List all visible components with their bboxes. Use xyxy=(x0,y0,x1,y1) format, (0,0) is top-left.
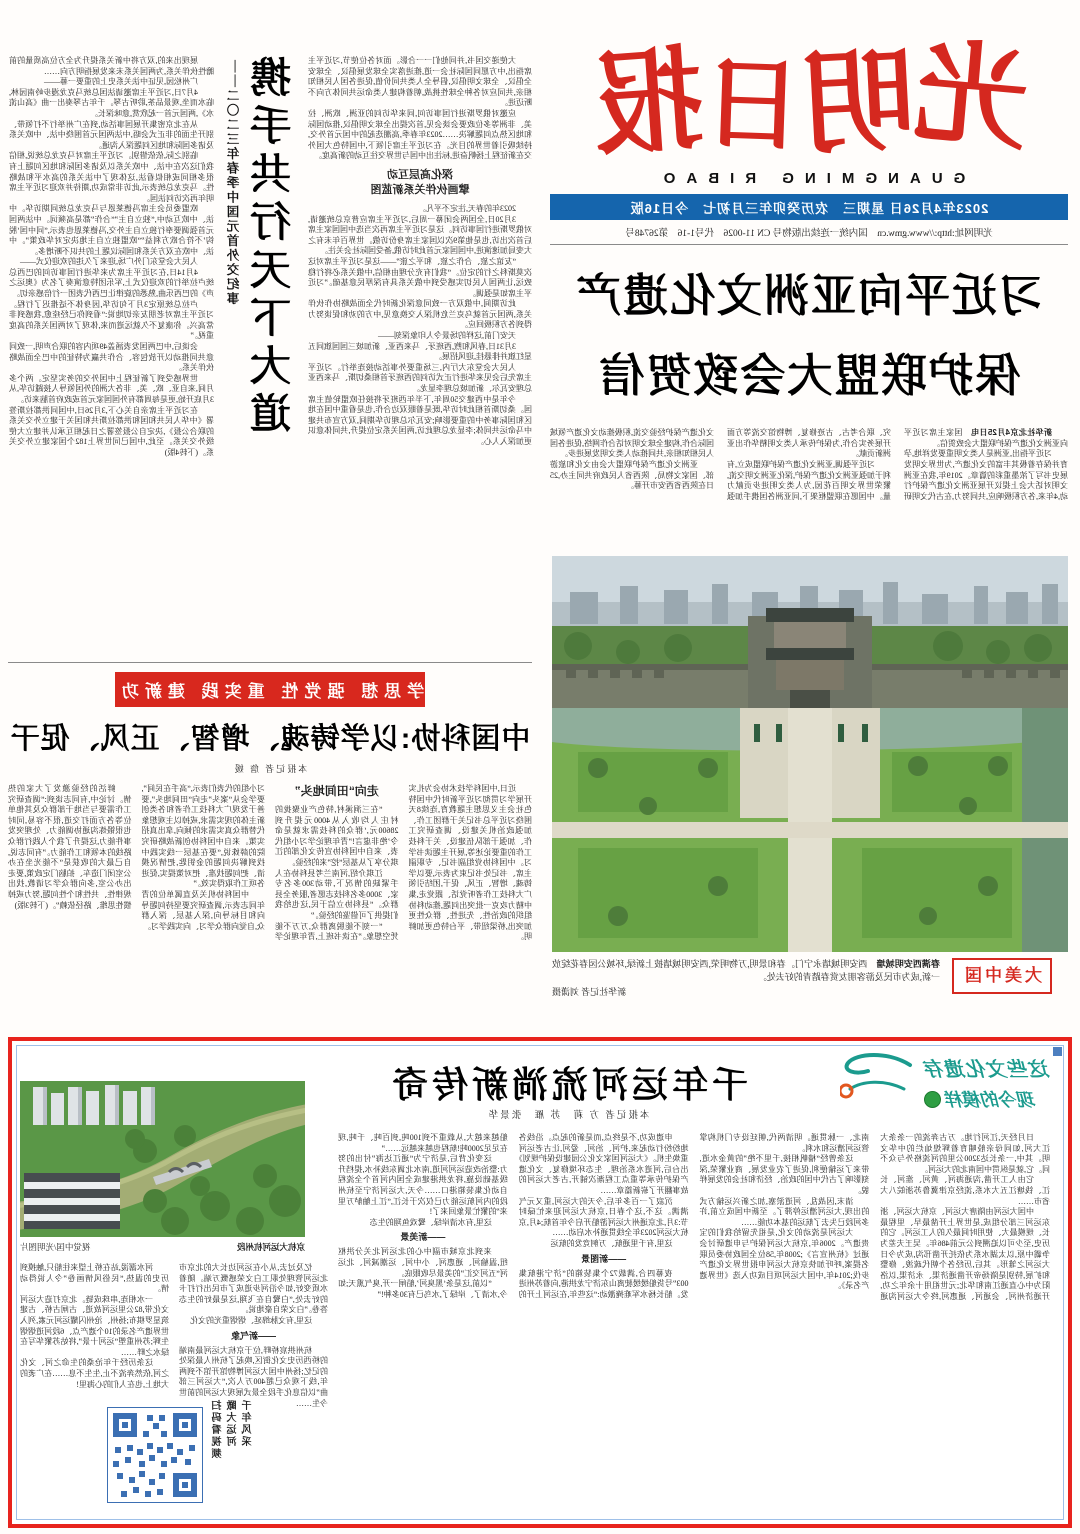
theme-education-badge: 学思想 强党性 重实践 建新功 xyxy=(115,672,425,707)
paragraph: 展现出来的,双方将中新关系提升为全方位高质量的前瞻性伙伴关系,为两国关系未来发展指明方向…… xyxy=(9,56,214,76)
lead-headline-line1: 习近平向亚洲文化遗产 xyxy=(574,270,1045,321)
lead-headline-line2: 保护联盟大会致贺信 xyxy=(597,350,1021,402)
canal-byline: 本报记者 方 莉 苏 雁 张景华 xyxy=(486,1111,650,1121)
paragraph: 江琪介绍,河南兰考县科协在人手紧缺的情况下,带动300多名专家、3000多名科技志愿者,服务全县群众。“县科协立信于民,这也给我们提供了可借鉴的经验。” xyxy=(275,868,399,920)
paragraph: 2023年的春天,注定不平凡。 xyxy=(418,203,516,213)
qr-caption-vertical xyxy=(211,1400,256,1510)
newspaper-title-romanized: GUANGMING RIBAO xyxy=(652,170,966,187)
paragraph: 4月7日,习近平主席邀请法国总统马克龙漫步岭南园林,临水而坐,观景品茶,聆听古琴。千年古琴奏出一曲《高山流水》,两国元首一起欣赏,意味深长。 xyxy=(9,87,214,118)
paragraph: 卢拉总统原定3月下旬访华,因身体不适推迟了行程。习近平主席对老朋友亲切地说:“看到你已经痊愈,我感到非常高兴。你康复不久就远道而来,体现了对两国关系的高度重视。” xyxy=(9,299,214,341)
date-bar: 2023年4月26日 星期三 农历癸卯年三月初七 今日16版 xyxy=(550,194,1068,220)
cast-article xyxy=(8,672,532,1036)
paragraph: 夜幕四合,满载72个集装箱的“济宁港航集003”号货船缓缓驶离山东济宁龙拱港,向着苏州进发。船长杨水军难掩激动:“这些年,在运河上开的船越来越大,从载重不到100吨,到百吨、千吨,现在足足2000吨!航程也越来越远……” xyxy=(338,1133,689,1299)
xian-city-wall-illustration xyxy=(552,556,1068,952)
paragraph: 这里,有千里通航、万舸竞发的航运 xyxy=(550,1238,673,1248)
diplomacy-subhead-line2: 擘画伙伴关系新蓝图 xyxy=(370,183,470,196)
paragraph: 沉寂了一百多年后,今天的大运河,重又元气满满。这不,这个春日,京杭大运河迎来忙碌时节:3月,北京通州大运河游船开启今年首航;4月,京杭大运河2023年全线贯通补水启动…… xyxy=(518,1196,689,1238)
photo2-caption-row xyxy=(20,1241,305,1253)
dateline: 新华社北京4月25日电 xyxy=(970,428,1052,438)
masthead-divider xyxy=(550,244,1068,245)
paragraph: 它由人工开凿,沟通海河、黄河、淮河、长江、钱塘江五大水系,流经京津冀鲁苏浙皖八大省市…… xyxy=(880,1175,1050,1206)
paragraph: 习近平指出,亚洲是人类文明重要发祥地,孕育并保存着极其丰富的文化遗产,为世界文明发展史书写了浓墨重彩的篇章。2019年,我在亚洲文明对话大会上提议开展亚洲文化遗产保护行动,4年来,各方积极响应,共同努力,在古代文明研究、联合考古、古迹修复、博物馆交流等方面开展务实合作,为保护传承人类文明精华作出亚洲新贡献。 xyxy=(727,428,1068,501)
diplomacy-subhead-line1: 深化高层互动 xyxy=(387,168,453,181)
canal-subhead-1: ——新图景 xyxy=(581,1253,627,1264)
cast-headline: 中国科协:以学铸魂、增智、正风、促干 xyxy=(9,723,531,755)
paragraph: 3月20日,全国两会闭幕一周后,习近平主席应普京总统邀请,对俄罗斯进行国事访问。这是习近平主席再次当选中国国家主席后首次出访,也是他第9次以国家主席身份访俄。世界百年未有之大变局加速演进,中国国家元首此时访俄,备受国际社会关注。 xyxy=(308,214,532,256)
paragraph: 亚洲文化遗产保护联盟大会由文化和旅游部、国家文物局、陕西省人民政府共同主办,25日在陕西省西安市开幕。 xyxy=(550,459,714,491)
paragraph: 这里,有水清岸绿、鹭戏鱼翔的生态 xyxy=(369,1217,492,1227)
qr-line: 瞰大运河 xyxy=(228,1400,239,1448)
paragraph: 来到北京城市副中心的北运河北关分洪枢纽,温榆河、通惠河、小中河、运潮减河、北运河“五河交汇”的美景尽收眼底。 xyxy=(338,1247,508,1278)
qr-code-icon xyxy=(107,1407,203,1503)
qr-line: 千年风采 xyxy=(243,1400,254,1448)
publication-info: 光明网址:http://www.gmw.cn 国内统一连续出版物号 CN 11-0026 代号1-16 第26748号 xyxy=(625,229,993,239)
diplomacy-subhead xyxy=(308,168,532,198)
paragraph: 人民大会堂东大厅内,三场重要外事活动接连举行。习近平主席先后会见来华进行正式访问的西班牙首相桑切斯、马来西亚总理安瓦尔、新加坡总理李显龙。 xyxy=(308,362,532,394)
canal-headline: 千年运河流淌新传奇 xyxy=(388,1065,749,1105)
beautiful-china-badge: 大美中国 xyxy=(952,958,1052,994)
paragraph: “一刻不能脱离群众,万万不能凭空想象。”在读书班上,青年理论学习小组的代表们表示,“高手在民间”,要学会从“案头”走向“田间地头”,要善于发现广大科技工作者和各类创新主体的现实需求,戒掉以主观想象代替群众真实需求的倾向,拿出真招实策。来自中国科协创新战略研究院的薛姝说,“要在基层一线实践中找到解决问题的金钥匙,把情况摸清、把问题找准、把对策提实,促进各项工作取得实效。” xyxy=(141,784,399,942)
grand-canal-photo xyxy=(20,1081,305,1237)
photo1-credit: 新华社记者 刘潇摄 xyxy=(552,987,627,997)
canal-subhead-2: ——新美景 xyxy=(400,1232,446,1243)
qr-line: 扫码看视频 xyxy=(213,1400,224,1460)
paragraph: 申遗成功,不是终点,而是新的起点。沿线各地纷纷行动起来,护河、治河、爱河,让古老运河重焕生机。《大运河国家文化公园建设保护规划》出台后,河道水系治理、生态环境修复、文化遗产保护传承等重点工程渐次铺开,古老大运河的故事翻开了崭新篇章…… xyxy=(518,1133,689,1195)
paragraph: 习近平强调,亚洲文化遗产保护联盟成立,有利于加强亚洲文化遗产保护,深化亚洲文明交流,繁荣世界文明百花园,为人类文明进步贡献力量。中国愿在联盟框架下,同亚洲各国携手加强文化遗产保护经验交流,积极推动文化遗产领域国际合作,构建全球文明对话合作网络,促进各国人民相知相亲,共同推动人类文明发展进步。 xyxy=(550,428,891,501)
photo1-caption xyxy=(552,958,940,999)
photo1-caption-text: 西安明城墙永宁门。春和景明,万物明荣,西安明城墙披上新绿,环城公园春花绽放一新,成为市民及游客朋友赏春踏青的好去处。 xyxy=(552,959,940,982)
paragraph: 这条曾经“樯帆相接,千里不绝”的黄金水道,带来了运输便利,促进了农业发展、商业繁荣,深刻影响了古代中国的政治、经济和社会的发展样貌。 xyxy=(699,1154,870,1195)
paragraph: 近日,中国科学技术协会为扎实开展学习贯彻习近平新时代中国特色社会主义思想主题教育,连续8天围绕习近平总书记关于群团工作、加强政治机关建设、调查研究工作、加强干部队伍建设、关于科技工作的重要论述等,展开主题读书学习。中国科协党组副书记、专职副主席、书记处书记束为表示,要以学铸魂、增智、正风、促干,团结引领广大科技工作者听党话、跟党走,集中精力攻克一批突出问题,推动科协组织的政治性、先进性、群众性更加突出,桥梁纽带、平台特色更加鲜明。 xyxy=(408,784,532,942)
paragraph: 天安门前,这样的场景令人印象深刻—— xyxy=(378,331,516,341)
diplomacy-col1-post xyxy=(308,204,532,448)
lead-body xyxy=(550,428,1068,546)
lead-p1: 国家主席习近平向亚洲文化遗产保护联盟大会致贺信。 xyxy=(904,428,1068,448)
section-divider xyxy=(8,662,532,663)
photo1-caption-title: 春满西安明城墙 xyxy=(867,959,940,969)
canal-col5-pre xyxy=(179,1263,328,1327)
grand-canal-illustration xyxy=(20,1081,305,1237)
paragraph: “友谊之旅、合作之旅、和平之旅”——这是习近平主席对这次莫斯科之行的定位。“我们有充分理由相信,中俄关系必将行稳致远,让两国人民切实感受到中俄关系具有深厚民意基础。”习近平主席如是强调。 xyxy=(308,256,532,298)
paragraph: 一水相连,串珠成链。北京打造大运河文化带,82公里运河故道、古闸古桥、古建筑星罗棋布;扬州、沧州闪耀运河元素,列入世界遗产名录的10个遗产点、6段河道熠熠生辉;苏州重塑“运河十景”,将姑苏繁华写在绿水之畔…… xyxy=(20,1294,169,1357)
paragraph: 鲜活的经验激发了大家的热情。讨论中,有同志谈到:“调查研究工作需要与当地干部群众及其他单位等各方面打交道,很不容易,同时也很锻炼沟通协调能力、处理突发事件能力,这提升了我个人践行群众路线的本领和工作能力。”有同志说,自己最大的收获是“不能光坐在办公室闭门造车、拍脑门定政策,要走出办公室,多向群众学习请教,找出规律性、共性和个性问题,努力戒掉惯性思维、路径依赖”。(下转3版) xyxy=(8,784,132,910)
paragraph xyxy=(904,428,1068,449)
heritage-series-logo xyxy=(850,1053,1050,1123)
xian-city-wall-photo xyxy=(552,556,1068,952)
paragraph: 此访期间,中俄双方一致同意深化新时代全面战略协作伙伴关系,两国元首就乌克兰危机深入交换意见,中方的劝和促谈努力得到各方积极回应。 xyxy=(308,299,532,330)
newspaper-title-calligraphy xyxy=(550,8,1068,170)
cast-part1 xyxy=(409,784,533,943)
cast-byline: 本报记者 詹 媛 xyxy=(232,764,308,774)
paragraph: 人民大会堂东门外广场,迎来了久违的欢迎仪式—— xyxy=(20,257,198,267)
paragraph: 会谈后,中巴两国发表涵盖49项内容的联合声明,一致同意共同推动以开放包容、合作共赢为特征的中巴全面战略伙伴关系。 xyxy=(9,342,214,373)
series-badge-icon xyxy=(924,1091,941,1108)
paragraph: 这变化背后,是济宁为“通江达海”付出的努力:整治改造运河河道,南水北调东线补水,提档升级基础设施,将龙拱港建成全国内河首个全流程自动化集装箱港口……今天,大运河济宁至杭州段的内河航运能力已仅次于长江,“江上舳舻万里来”的繁忙景象回来了! xyxy=(338,1154,508,1217)
paragraph: 河水潺湲,站在桥上望来往船只,触摸到历史的温热,“民俗风情画卷”令人说得动情。 xyxy=(20,1263,169,1294)
cloud-swirl-icon xyxy=(840,1049,914,1105)
photo1-caption-row xyxy=(552,958,1068,999)
photo2-caption: 京杭大运河杭州段 xyxy=(236,1242,305,1252)
paragraph: “以前,这是条‘黑臭河’,船闸一开,臭气熏天;如今,水清了、岸绿了,水鸟已有30多种!” xyxy=(338,1279,508,1299)
paragraph: 广州松园,见证中法关系史上的重要一幕—— xyxy=(44,77,198,87)
paragraph: 这条历经千年沧桑的生命之河、文化之河,依然奔流不止,生生不息……在广袤的大地上,也在人们的心海里! xyxy=(20,1358,169,1389)
paragraph: 这里,有文脉绵延、熠熠重光的文化 xyxy=(190,1315,312,1325)
lead-headline xyxy=(550,256,1068,416)
canal-subhead-3: ——新气象 xyxy=(231,1330,277,1341)
corner-mark-icon xyxy=(1053,1047,1062,1056)
title-char: 报 xyxy=(586,38,708,170)
diplomacy-headline-strip xyxy=(221,56,301,658)
diplomacy-column-2 xyxy=(9,56,214,658)
cast-subhead: 走向“田间地头” xyxy=(294,784,379,798)
paragraph: 大使递交国书,并同他们一一合影。面对各位使节,习近平主席指出,中方愿同国际社会一道,推进落实全球发展倡议、全球安全倡议、全球文明倡议,倡导全人类共同价值,促进各国人民相知相亲,共同应对各种全球性挑战,朝着构建人类命运共同体方向不断迈进。 xyxy=(308,56,532,108)
title-char: 明 xyxy=(799,39,919,169)
cast-body xyxy=(8,784,532,1036)
diplomacy-column-1 xyxy=(308,56,532,658)
paragraph: 中国科协机关及直属单位的青年同志表示,调查研究要坚持问题导向和目标导向,深入基层、深入群众,自觉向群众学习、向实践学习。 xyxy=(141,889,265,931)
qr-block xyxy=(88,1397,256,1513)
canal-col6 xyxy=(20,1263,169,1390)
title-char: 光 xyxy=(910,31,1033,165)
series-logo-line2-text: 现今的模样 xyxy=(946,1090,1036,1110)
masthead xyxy=(550,8,1068,248)
paragraph: 3月31日,春风和煦,西班牙、马来西亚、新加坡三国国旗同五星红旗并排悬挂,迎风招展。 xyxy=(308,341,532,362)
lead-article xyxy=(550,256,1068,546)
paragraph: 临别之际,依依惜别。习近平主席对马克龙总统说,相信我们这次在中法、中欧关系以及诸多国际和地区问题上有很多相同或相似看法,这体现了中法关系的高水平和战略性。马克龙总统表示,此访非常成功,期待并欢迎习近平主席明年再次访问法国。 xyxy=(9,151,214,203)
diplomacy-col2 xyxy=(9,56,214,459)
paragraph: 世界感受到了新征程上中国外交的务实坚定。两个多月间,来自亚、欧、美、非各大洲的外国领导人接踵访华,从3月底开始,更是每周都有外国国家元首或政府首脑来访。 xyxy=(9,373,214,404)
paragraph: 杭州拱宸桥畔,位于京杭大运河最南端的桥西历史文化街区,唤起了杭州人最深处的记忆;扬州中国大运河博物馆开馆不到两年,线下观众已超400万人次,“大运河三部曲”以信息化手段全景式展现大运河的前世今生…… xyxy=(179,1345,328,1408)
cast-part2 xyxy=(8,784,399,943)
title-char: 日 xyxy=(701,48,806,163)
canal-flow3 xyxy=(338,1247,508,1300)
paragraph: 应邀对俄罗斯进行国事访问,同来华访问的亚洲、欧洲、拉美、非洲等多位政要会谈会见,首次提出全球文明倡议,推动国际和地区热点问题解决……2023年春季,高潮迭起的中国元首外交,持续吸引着世界的目光。在习近平主席引领下,中国特色大国外交在新征程上扬帆奋进,标注出中国与世界交往互动的新高度。 xyxy=(308,108,532,161)
paragraph: 日月经天,江河行地。万古奔流的一条条大江大河,如同母亲般哺育着辉煌灿烂的中华文明。其中,一条长达3200公里的河流格外与众不同。它,就是纵贯中国南北的大运河。 xyxy=(880,1133,1050,1174)
diplomacy-col1-pre xyxy=(308,56,532,162)
diplomacy-title-vertical: 携手共行天下大道 xyxy=(250,56,297,440)
paragraph: 4月14日,在习近平主席为来华进行国事访问的巴西总统卢拉举行的欢迎仪式上,军乐团特意演奏了名为《奥运之声》的巴西乐曲,熟悉的旋律让巴西代表团一行倍感亲切。 xyxy=(9,267,214,299)
paragraph: “在三涧溪村,特色产业聚拢的村庄人均收入从4000元提升到28600元,‘群众的科技需求就是命令’绝非虚言!”青年理论学习小组代表、来自中国科协宣传文化部的江琪分享了从基层“挖”来的经验。 xyxy=(275,805,399,867)
canal-feature-box xyxy=(8,1037,1072,1528)
paragraph: 在习近平主席亲自关心下,3月26日,中国同洪都拉斯签署《中华人民共和国和洪都拉斯共和国关于建立外交关系的联合公报》,决定自公报签署之日起相互承认并建立大使级外交关系。至此,中国已同世界上182个国家建立外交关系。(下转4版) xyxy=(9,405,214,457)
paragraph: 清末,因战乱、河道淤塞,加之新兴运输方式的出现,大运河漕运停滞了。至新中国成立前,许多河段已失去了航运的基本功能…… xyxy=(699,1196,870,1227)
paragraph: 忆及过去,从小在运河边长大的北京市北运河管理处职工白文荣感慨万端。随着水质变好,如今沿河步道成了市民出行打卡的好去处,“白鹭自在飞翔,这是最好的生态答卷。”白文荣自豪地说。 xyxy=(179,1263,328,1315)
paragraph: 欧盟委员会主席冯德莱恩与马克龙总统同期访华。中法、中欧互动中,“独立自主”“合作”都是高频词。中法两国元首强调要奉行独立自主外交,冯德莱恩也表示,“同中国‘脱钩’不符合欧方利益”“欧盟独立自主地决定对华政策”。中法、中欧在双方关系和国际议题上的共识不断增多。 xyxy=(9,204,214,256)
series-logo-line1: 这些文化遗存 xyxy=(924,1059,1050,1081)
photo2-credit: 视觉中国/光明图片 xyxy=(20,1242,91,1252)
paragraph: 今年是中西建交50周年,下半年西班牙将接任欧盟轮值主席国。桑切斯首相此时访华,既是着眼双边合作,也是看重中国在地区和国际事务中的重要影响;安瓦尔总理访华期间,双方宣布共建中马命运共同体;李显龙总理此访,两国关系定位提升,共同体意识更加深入人心。 xyxy=(308,394,532,446)
paragraph: 大运河是流动的文化,是祖先留给我们的宝贵遗产。2006年,京杭大运河保护与申遗研讨会通过《杭州宣言》;2008年,58位全国政协委员联名提案,呼吁加快京杭大运河申报世界文化遗产步伐;2014年,中国大运河项目成功入选《世界遗产名录》。 xyxy=(699,1228,870,1291)
paragraph: 中国大运河由隋唐大运河、京杭大运河、浙东运河三部分组成,是世界上开凿最早、里程最长、规模最大、使用时间最久的人工运河。它的历史,至少可以追溯到公元前486年。吴王夫差为争霸中原,以太湖水系为依托开凿邗沟,成为今日大运河之雏形。其后,历经各个朝代疏浚、修整和扩展,特别是隋炀帝开凿通济渠、永济渠,以洛阳为中心直通江南和华北;元世祖用十余年之功,开通济州河、会通河、通惠河,终令大运河沟通南北、一脉贯通。明清两代,朝廷设专门机构掌管运河漕运和水利。 xyxy=(699,1133,1050,1301)
paragraph: 从在北京密集开展国事活动,到在广州举行不打领带、别开生面的非正式会晤,中法两国元首围绕中法、中欧关系及诸多国际和地区问题深入沟通。 xyxy=(9,119,214,150)
diplomacy-article xyxy=(8,56,532,658)
diplomacy-subtitle-vertical: ——二〇二三年春季中国元首外交纪事 xyxy=(226,60,241,307)
canal-body-main xyxy=(338,1133,1050,1517)
